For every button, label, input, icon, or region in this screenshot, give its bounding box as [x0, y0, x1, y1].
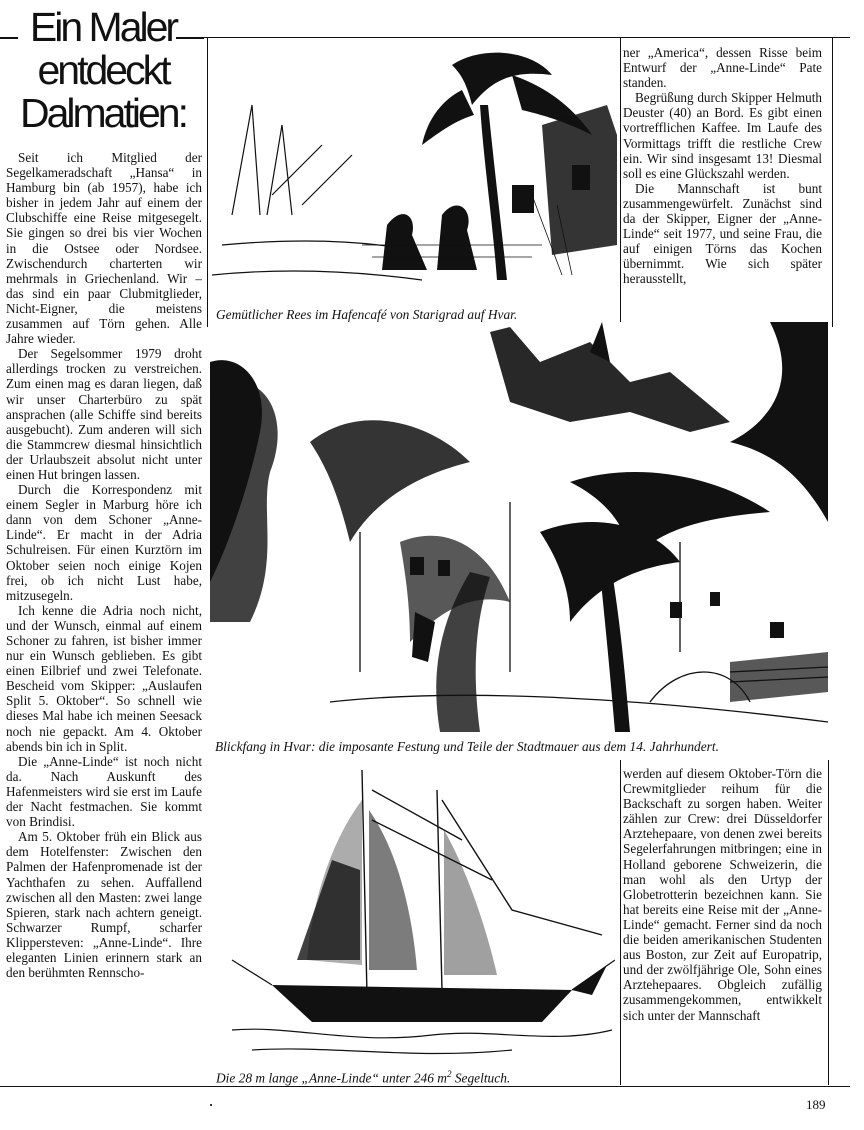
- bottom-rule: [0, 1086, 850, 1087]
- title-line-2: entdeckt: [37, 47, 169, 93]
- paragraph: Die Mannschaft ist bunt zusammengewürfelt. Zunächst sind da der Skipper, Eigner der „Anne-Linde“ seit 1977, und seine Frau, die auf einigen Törns das Kochen übernimmt. Wie sich später herausstellt,: [623, 180, 822, 287]
- paragraph: Begrüßung durch Skipper Helmuth Deuster (40) an Bord. Es gibt einen vortrefflichen Kaffee. Im Laufe des Vormittags trifft die restliche Crew ein. Wir sind insgesamt 13! Diesmal soll es eine Glückszahl werden.: [623, 90, 822, 181]
- schooner-caption: [216, 1067, 510, 1085]
- schooner-illustration: [212, 760, 615, 1065]
- paragraph: werden auf diesem Oktober-Törn die Crewmitglieder reihum für die Backschaft zu sorgen haben. Weiter zählen zur Crew: drei Düsseldorfer Arztehepaare, von denen zwei bereits Segelerfahrungen mitbringen; eine in Holland geborene Schweizerin, die man wohl als den Urtyp der Globetrotterin bezeichnen kann. Sie hat bereits eine Reise mit der „Anne-Linde“ gemacht. Ferner sind da noch die beiden amerikanischen Studenten aus Boston, zur Zeit auf Europatrip, und der zwölfjährige Ole, Sohn eines Arztehepaares. Obgleich zufällig zusammengekommen, entwikkelt sich unter der Mannschaft: [623, 766, 822, 1023]
- fortress-caption: Blickfang in Hvar: die imposante Festung und Teile der Stadtmauer aus dem 14. Jahrhundert.: [215, 739, 719, 754]
- column-rule: [207, 37, 208, 327]
- column-rule: [620, 760, 621, 1085]
- paragraph: Der Segelsommer 1979 droht allerdings trocken zu verstreichen. Zum einen mag es daran liegen, daß wir unser Charterbüro zu spät ansprachen (alle Schiffe sind bereits ausgebucht). Zum anderen will sich die Stammcrew diesmal hinsichtlich der Urlaubszeit absolut nicht unter einen Hut bringen lassen.: [6, 346, 202, 482]
- cafe-illustration: [212, 45, 617, 300]
- top-rule: [204, 37, 850, 38]
- right-text-column-top: [623, 45, 822, 320]
- paragraph: Die „Anne-Linde“ ist noch nicht da. Nach Auskunft des Hafenmeisters wird sie erst im Laufe der Nacht festmachen. Sie kommt von Brindisi.: [6, 753, 202, 830]
- right-text-column-bottom: [623, 766, 822, 1084]
- column-rule: [620, 37, 621, 327]
- caption-text: Die 28 m lange „Anne-Linde“ unter 246 m: [216, 1070, 447, 1086]
- column-rule: [832, 37, 833, 327]
- page-number: 189: [806, 1097, 826, 1112]
- cafe-caption: Gemütlicher Rees im Hafencafé von Starigrad auf Hvar.: [216, 307, 518, 322]
- caption-text: Segeltuch.: [451, 1070, 511, 1086]
- paragraph: Ich kenne die Adria noch nicht, und der Wunsch, einmal auf einem Schoner zu fahren, ist bisher immer nur ein Wunsch geblieben. Es gibt einen Eilbrief und zwei Telefonate. Bescheid vom Skipper: „Auslaufen Split 5. Oktober“. So schnell wie dieses Mal habe ich meinen Seesack noch nie gepackt. Am 4. Oktober abends bin ich in Split.: [6, 602, 202, 754]
- title-line-3: Dalmatien:: [20, 90, 186, 136]
- title-rule-left: [0, 37, 18, 39]
- paragraph: Seit ich Mitglied der Segelkameradschaft „Hansa“ in Hamburg bin (ab 1957), habe ich bisher in jedem Jahr auf einem der Clubschiffe eine Reise mitgesegelt. Sie gingen so drei bis vier Wochen in die Ostsee oder Nordsee. Zwischendurch charterten wir mehrmals in Griechenland. Wir – das sind ein paar Clubmitglieder, Nicht-Eigner, die meistens zusammen auf Törn gehen. Alle Jahre wieder.: [6, 150, 202, 347]
- column-rule: [828, 760, 829, 1085]
- superscript: 2: [446, 1069, 452, 1079]
- article-title: [18, 6, 188, 135]
- print-speck: [210, 1104, 212, 1106]
- title-line-1: Ein Maler: [29, 4, 177, 50]
- paragraph: Am 5. Oktober früh ein Blick aus dem Hotelfenster: Zwischen den Palmen der Hafenpromenade ist der Yachthafen zu sehen. Auffallend zwischen all den Masten: zwei lange Spieren, stark nach achtern geneigt. Schwarzer Rumpf, scharfer Klippersteven: „Anne-Linde“. Ihre eleganten Linien erinnern stark an den berühmten Rennscho-: [6, 829, 202, 981]
- paragraph: ner „America“, dessen Risse beim Entwurf der „Anne-Linde“ Pate standen.: [623, 45, 822, 91]
- left-text-column: [6, 150, 202, 1085]
- paragraph: Durch die Korrespondenz mit einem Segler in Marburg höre ich dann von dem Schoner „Anne-Linde“. Er macht in der Adria Schulreisen. Für einen Kurztörn im Oktober seien noch einige Kojen frei, ob ich nicht Lust habe, mitzusegeln.: [6, 482, 202, 603]
- fortress-illustration: [210, 322, 828, 732]
